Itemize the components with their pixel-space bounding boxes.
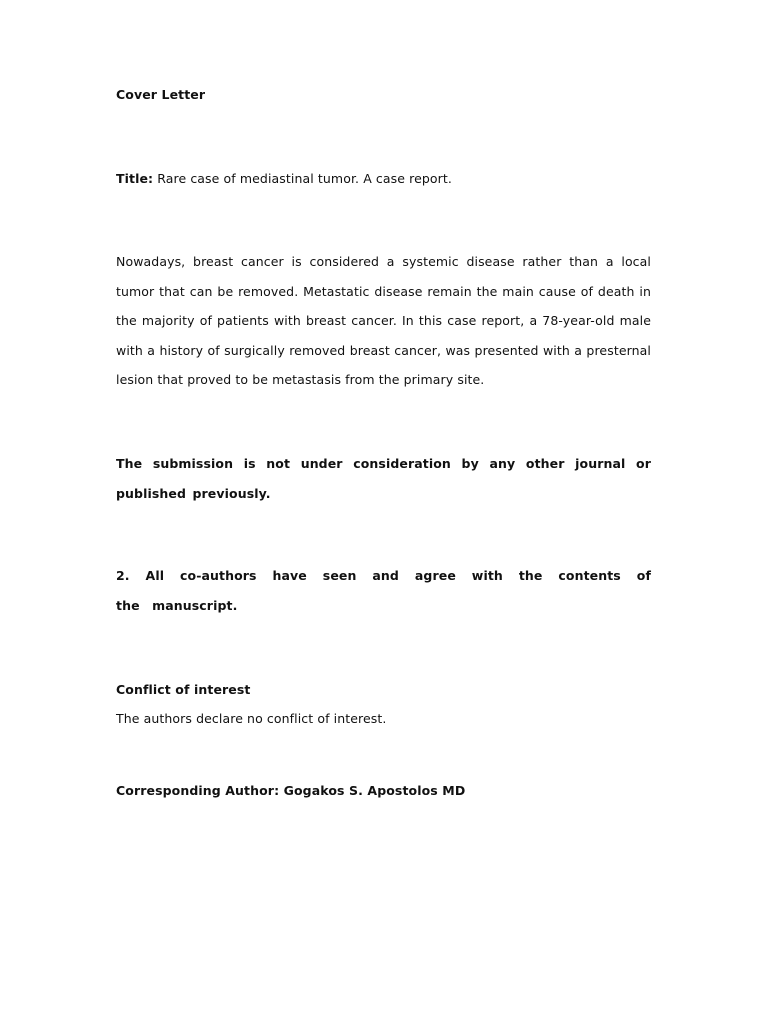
coauthors-statement: 2. All co-authors have seen and agree with the contents of the manuscript.: [116, 568, 651, 613]
cover-letter-heading: Cover Letter: [116, 87, 206, 102]
conflict-of-interest-text: The authors declare no conflict of interest.: [116, 711, 387, 726]
title-label: Title:: [116, 171, 154, 186]
abstract-paragraph: Nowadays, breast cancer is considered a systemic disease rather than a local tumor that can be removed. Metastatic disease remain the main cause of death in the majority of patients with breast cancer. In this case report, a 78-year-old male with a history of surgically removed breast cancer, was presented with a presternal lesion that proved to be metastasis from the primary site.: [116, 254, 651, 387]
title-line: [116, 171, 651, 186]
corresponding-author: Corresponding Author: Gogakos S. Apostolos MD: [116, 783, 466, 798]
title-text: Rare case of mediastinal tumor. A case report.: [153, 171, 452, 186]
submission-statement: The submission is not under consideration by any other journal or published previously.: [116, 456, 651, 501]
conflict-of-interest-heading: Conflict of interest: [116, 682, 251, 697]
